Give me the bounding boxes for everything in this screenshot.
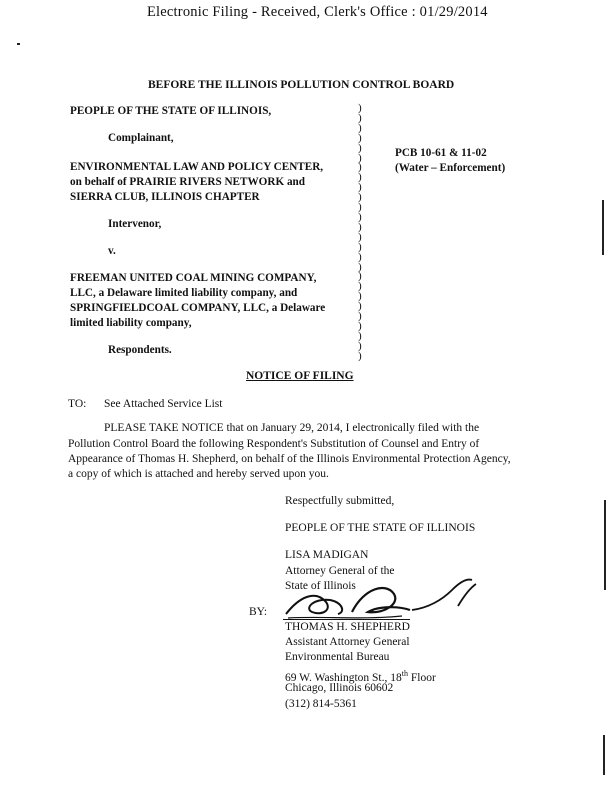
respondent-line: SPRINGFIELDCOAL COMPANY, LLC, a Delaware [70,302,326,314]
plaintiff-name: PEOPLE OF THE STATE OF ILLINOIS, [70,105,272,117]
versus: v. [108,245,116,257]
closing: Respectfully submitted, [285,495,395,507]
handwritten-signature [282,576,482,624]
intervenor-line: SIERRA CLUB, ILLINOIS CHAPTER [70,191,260,203]
body-line: Pollution Control Board the following Respondent's Substitution of Counsel and Entry of [68,438,480,450]
to-value: See Attached Service List [104,398,223,410]
intervenor-role: Intervenor, [108,218,162,230]
party-name: PEOPLE OF THE STATE OF ILLINOIS [285,522,476,534]
case-number: PCB 10-61 & 11-02 [395,147,487,159]
body-line: a copy of which is attached and hereby served upon you. [68,468,329,480]
respondent-line: LLC, a Delaware limited liability company, and [70,287,298,299]
case-type: (Water – Enforcement) [395,162,506,174]
notice-title: NOTICE OF FILING [246,370,354,382]
address-floor: Floor [408,671,436,684]
caption-parentheses: ) ) ) ) ) ) ) ) ) ) ) ) ) ) ) ) ) ) ) ) ) ) ) ) ) ) [358,102,362,362]
intervenor-line: ENVIRONMENTAL LAW AND POLICY CENTER, [70,161,324,173]
phone: (312) 814-5361 [285,698,357,710]
scan-edge-mark [604,500,606,590]
address-street: 69 W. Washington St., 18 [285,671,402,684]
respondent-block [70,271,325,331]
signer-title: Assistant Attorney General [285,636,410,648]
scan-mark [17,43,20,45]
signer-name: THOMAS H. SHEPHERD [285,621,410,633]
plaintiff-role: Complainant, [108,132,174,144]
scan-edge-mark [602,200,604,255]
scan-edge-mark [603,735,605,775]
city-line: Chicago, Illinois 60602 [285,682,394,694]
filing-stamp: Electronic Filing - Received, Clerk's Office : 01/29/2014 [147,4,488,20]
ag-title-line: Attorney General of the [285,565,395,577]
respondent-line: FREEMAN UNITED COAL MINING COMPANY, [70,272,317,284]
respondent-role: Respondents. [108,344,172,356]
body-line: PLEASE TAKE NOTICE that on January 29, 2014, I electronically filed with the [104,422,480,434]
respondent-line: limited liability company, [70,317,192,329]
ag-title-line: State of Illinois [285,580,356,592]
bureau: Environmental Bureau [285,651,390,663]
attorney-general: LISA MADIGAN [285,549,369,561]
intervenor-line: on behalf of PRAIRIE RIVERS NETWORK and [70,176,305,188]
by-label: BY: [249,606,268,618]
to-label: TO: [68,398,87,410]
board-title: BEFORE THE ILLINOIS POLLUTION CONTROL BOARD [148,79,455,91]
intervenor-block [70,160,323,205]
address-floor-suffix: th [401,669,408,678]
body-line: Appearance of Thomas H. Shepherd, on behalf of the Illinois Environmental Protection Agency, [68,453,511,465]
